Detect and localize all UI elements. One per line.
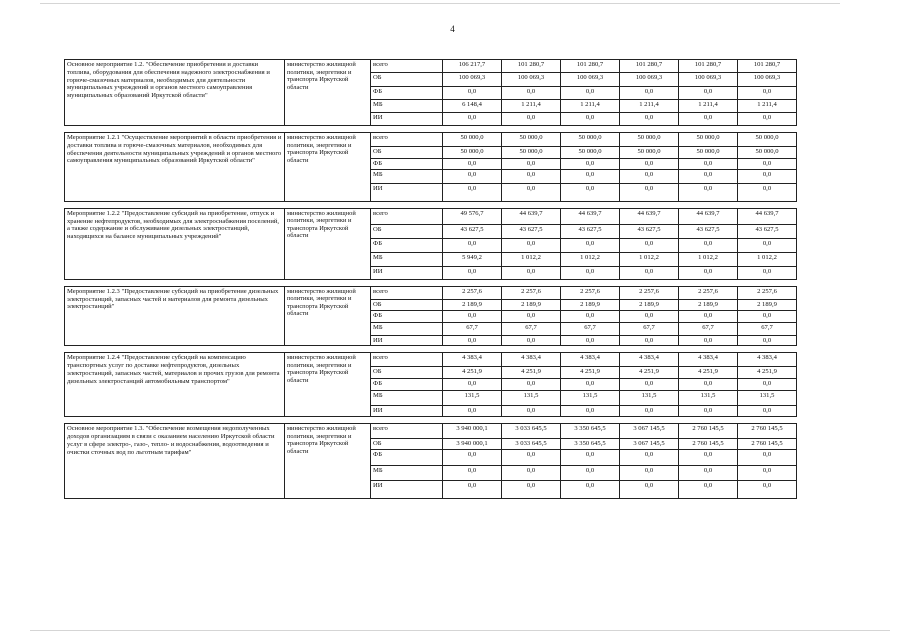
amount-cell: 101 280,7 xyxy=(679,60,738,73)
amount-cell: 4 251,9 xyxy=(443,367,502,379)
amount-cell: 0,0 xyxy=(443,113,502,126)
amount-cell: 0,0 xyxy=(561,266,620,279)
amount-cell: 0,0 xyxy=(620,159,679,170)
amount-cell: 0,0 xyxy=(738,266,797,279)
amount-cell: 100 069,3 xyxy=(738,73,797,87)
amount-cell: 0,0 xyxy=(443,406,502,417)
amount-cell: 0,0 xyxy=(443,266,502,279)
amount-cell: 0,0 xyxy=(561,238,620,252)
amount-cell: 0,0 xyxy=(502,266,561,279)
funding-source: всего xyxy=(371,60,443,73)
responsible-executor: министерство жилищной политики, энергетики и транспорта Иркутской области xyxy=(285,133,371,202)
amount-cell: 101 280,7 xyxy=(738,60,797,73)
amount-cell: 0,0 xyxy=(561,310,620,322)
amount-cell: 4 251,9 xyxy=(738,367,797,379)
amount-cell: 0,0 xyxy=(502,183,561,201)
amount-cell: 0,0 xyxy=(738,169,797,183)
amount-cell: 0,0 xyxy=(679,113,738,126)
amount-cell: 6 148,4 xyxy=(443,100,502,113)
measure-title: Основное мероприятие 1.3. "Обеспечение возмещения недополученных доходов организациям в связи с оказанием населению Иркутской области услуг в сфере электро-, газо-, тепло- и водоснабжения, водоотведения и очистки сточных вод по льготным тарифам" xyxy=(65,424,285,499)
amount-cell: 2 257,6 xyxy=(620,286,679,299)
amount-cell: 44 639,7 xyxy=(679,208,738,224)
amount-cell: 0,0 xyxy=(443,379,502,391)
funding-source: ОБ xyxy=(371,439,443,450)
page-number: 4 xyxy=(450,24,455,34)
amount-cell: 0,0 xyxy=(679,379,738,391)
amount-cell: 2 760 145,5 xyxy=(679,424,738,439)
amount-cell: 0,0 xyxy=(738,481,797,499)
amount-cell: 0,0 xyxy=(738,335,797,346)
funding-source: ОБ xyxy=(371,367,443,379)
table-row xyxy=(65,353,797,367)
amount-cell: 1 211,4 xyxy=(620,100,679,113)
amount-cell: 100 069,3 xyxy=(561,73,620,87)
amount-cell: 131,5 xyxy=(502,391,561,406)
amount-cell: 50 000,0 xyxy=(738,133,797,147)
funding-source: ФБ xyxy=(371,310,443,322)
responsible-executor: министерство жилищной политики, энергетики и транспорта Иркутской области xyxy=(285,208,371,279)
amount-cell: 43 627,5 xyxy=(738,224,797,238)
amount-cell: 0,0 xyxy=(443,335,502,346)
amount-cell: 67,7 xyxy=(502,322,561,335)
amount-cell: 0,0 xyxy=(679,310,738,322)
bottom-scan-line xyxy=(30,630,890,631)
amount-cell: 0,0 xyxy=(502,238,561,252)
amount-cell: 3 067 145,5 xyxy=(620,424,679,439)
responsible-executor: министерство жилищной политики, энергетики и транспорта Иркутской области xyxy=(285,60,371,126)
funding-source: ФБ xyxy=(371,379,443,391)
amount-cell: 0,0 xyxy=(561,481,620,499)
table-row xyxy=(65,424,797,439)
amount-cell: 0,0 xyxy=(620,450,679,466)
amount-cell: 50 000,0 xyxy=(443,147,502,159)
funding-source: МБ xyxy=(371,466,443,481)
amount-cell: 0,0 xyxy=(679,450,738,466)
funding-source: МБ xyxy=(371,100,443,113)
amount-cell: 0,0 xyxy=(502,450,561,466)
funding-source: ИИ xyxy=(371,481,443,499)
amount-cell: 0,0 xyxy=(738,87,797,100)
amount-cell: 0,0 xyxy=(443,481,502,499)
amount-cell: 4 251,9 xyxy=(679,367,738,379)
funding-source: ИИ xyxy=(371,113,443,126)
amount-cell: 0,0 xyxy=(620,183,679,201)
amount-cell: 0,0 xyxy=(738,379,797,391)
amount-cell: 0,0 xyxy=(561,450,620,466)
amount-cell: 1 012,2 xyxy=(620,252,679,266)
amount-cell: 50 000,0 xyxy=(679,147,738,159)
responsible-executor: министерство жилищной политики, энергетики и транспорта Иркутской области xyxy=(285,424,371,499)
amount-cell: 0,0 xyxy=(443,238,502,252)
funding-source: ОБ xyxy=(371,73,443,87)
measure-title: Мероприятие 1.2.3 "Предоставление субсидий на приобретение дизельных электростанций, запасных частей и материалов для ремонта дизельных электростанций" xyxy=(65,286,285,346)
amount-cell: 0,0 xyxy=(561,335,620,346)
funding-source: ФБ xyxy=(371,159,443,170)
amount-cell: 4 251,9 xyxy=(620,367,679,379)
funding-source: МБ xyxy=(371,169,443,183)
funding-table xyxy=(64,59,797,499)
amount-cell: 44 639,7 xyxy=(561,208,620,224)
measure-title: Мероприятие 1.2.4 "Предоставление субсидий на компенсацию транспортных услуг по доставке нефтепродуктов, дизельных электростанций, запасных частей, материалов и прочих грузов для ремонта дизельных электростанций автомобильным транспортом" xyxy=(65,353,285,417)
amount-cell: 0,0 xyxy=(679,335,738,346)
amount-cell: 100 069,3 xyxy=(679,73,738,87)
amount-cell: 2 189,9 xyxy=(502,299,561,310)
amount-cell: 2 189,9 xyxy=(679,299,738,310)
amount-cell: 4 383,4 xyxy=(502,353,561,367)
block-gap xyxy=(65,346,797,353)
amount-cell: 100 069,3 xyxy=(502,73,561,87)
amount-cell: 0,0 xyxy=(620,113,679,126)
amount-cell: 0,0 xyxy=(443,466,502,481)
amount-cell: 4 251,9 xyxy=(502,367,561,379)
funding-source: ОБ xyxy=(371,299,443,310)
amount-cell: 43 627,5 xyxy=(502,224,561,238)
amount-cell: 43 627,5 xyxy=(620,224,679,238)
amount-cell: 50 000,0 xyxy=(502,147,561,159)
amount-cell: 0,0 xyxy=(443,450,502,466)
amount-cell: 2 189,9 xyxy=(738,299,797,310)
funding-source: всего xyxy=(371,286,443,299)
amount-cell: 0,0 xyxy=(502,466,561,481)
amount-cell: 0,0 xyxy=(620,406,679,417)
measure-title: Мероприятие 1.2.2 "Предоставление субсидий на приобретение, отпуск и хранение нефтепродуктов, необходимых для электроснабжения поселений, а также содержание и обслуживание дизельных электростанций, находящихся на балансе муниципальных учреждений" xyxy=(65,208,285,279)
funding-source: ОБ xyxy=(371,147,443,159)
block-gap xyxy=(65,201,797,208)
amount-cell: 0,0 xyxy=(620,87,679,100)
amount-cell: 0,0 xyxy=(502,169,561,183)
amount-cell: 2 760 145,5 xyxy=(679,439,738,450)
funding-source: всего xyxy=(371,133,443,147)
amount-cell: 101 280,7 xyxy=(620,60,679,73)
amount-cell: 0,0 xyxy=(502,379,561,391)
amount-cell: 2 257,6 xyxy=(443,286,502,299)
amount-cell: 0,0 xyxy=(561,183,620,201)
amount-cell: 0,0 xyxy=(679,183,738,201)
amount-cell: 100 069,3 xyxy=(443,73,502,87)
measure-title: Основное мероприятие 1.2. "Обеспечение приобретения и доставки топлива, оборудования для обеспечения надежного электроснабжения и горюче-смазочных материалов, необходимых для деятельности муниципальных учреждений и органов местного самоуправления муниципальных образований Иркутской области" xyxy=(65,60,285,126)
amount-cell: 0,0 xyxy=(502,481,561,499)
block-gap xyxy=(65,126,797,133)
amount-cell: 4 383,4 xyxy=(620,353,679,367)
amount-cell: 0,0 xyxy=(561,169,620,183)
amount-cell: 44 639,7 xyxy=(738,208,797,224)
funding-source: ИИ xyxy=(371,183,443,201)
funding-source: ИИ xyxy=(371,266,443,279)
amount-cell: 3 033 645,5 xyxy=(502,424,561,439)
amount-cell: 3 940 000,1 xyxy=(443,424,502,439)
amount-cell: 0,0 xyxy=(620,169,679,183)
amount-cell: 0,0 xyxy=(620,379,679,391)
amount-cell: 50 000,0 xyxy=(561,133,620,147)
amount-cell: 2 189,9 xyxy=(561,299,620,310)
amount-cell: 50 000,0 xyxy=(620,133,679,147)
amount-cell: 4 383,4 xyxy=(443,353,502,367)
amount-cell: 50 000,0 xyxy=(561,147,620,159)
amount-cell: 100 069,3 xyxy=(620,73,679,87)
table-row xyxy=(65,208,797,224)
block-gap xyxy=(65,279,797,286)
amount-cell: 50 000,0 xyxy=(443,133,502,147)
amount-cell: 0,0 xyxy=(502,87,561,100)
amount-cell: 101 280,7 xyxy=(502,60,561,73)
amount-cell: 67,7 xyxy=(561,322,620,335)
amount-cell: 0,0 xyxy=(620,466,679,481)
amount-cell: 44 639,7 xyxy=(502,208,561,224)
responsible-executor: министерство жилищной политики, энергетики и транспорта Иркутской области xyxy=(285,353,371,417)
amount-cell: 0,0 xyxy=(561,466,620,481)
amount-cell: 0,0 xyxy=(502,310,561,322)
amount-cell: 2 257,6 xyxy=(561,286,620,299)
amount-cell: 0,0 xyxy=(738,450,797,466)
funding-source: МБ xyxy=(371,252,443,266)
amount-cell: 0,0 xyxy=(561,87,620,100)
amount-cell: 0,0 xyxy=(738,238,797,252)
amount-cell: 0,0 xyxy=(561,406,620,417)
table-row xyxy=(65,60,797,73)
amount-cell: 50 000,0 xyxy=(502,133,561,147)
amount-cell: 2 760 145,5 xyxy=(738,424,797,439)
funding-source: ИИ xyxy=(371,335,443,346)
amount-cell: 0,0 xyxy=(443,159,502,170)
amount-cell: 0,0 xyxy=(502,113,561,126)
amount-cell: 106 217,7 xyxy=(443,60,502,73)
amount-cell: 2 189,9 xyxy=(620,299,679,310)
amount-cell: 0,0 xyxy=(620,238,679,252)
amount-cell: 131,5 xyxy=(620,391,679,406)
block-gap xyxy=(65,417,797,424)
amount-cell: 0,0 xyxy=(738,183,797,201)
amount-cell: 0,0 xyxy=(738,466,797,481)
amount-cell: 3 350 645,5 xyxy=(561,424,620,439)
amount-cell: 50 000,0 xyxy=(620,147,679,159)
amount-cell: 3 940 000,1 xyxy=(443,439,502,450)
amount-cell: 0,0 xyxy=(679,406,738,417)
amount-cell: 1 012,2 xyxy=(561,252,620,266)
amount-cell: 0,0 xyxy=(738,406,797,417)
amount-cell: 67,7 xyxy=(443,322,502,335)
funding-source: ФБ xyxy=(371,238,443,252)
amount-cell: 131,5 xyxy=(738,391,797,406)
amount-cell: 0,0 xyxy=(561,379,620,391)
funding-source: ФБ xyxy=(371,450,443,466)
amount-cell: 0,0 xyxy=(679,87,738,100)
amount-cell: 0,0 xyxy=(679,481,738,499)
funding-source: МБ xyxy=(371,391,443,406)
amount-cell: 0,0 xyxy=(561,159,620,170)
table-row xyxy=(65,286,797,299)
top-scan-line xyxy=(40,3,840,4)
amount-cell: 1 211,4 xyxy=(561,100,620,113)
amount-cell: 0,0 xyxy=(502,335,561,346)
funding-source: ОБ xyxy=(371,224,443,238)
amount-cell: 3 350 645,5 xyxy=(561,439,620,450)
amount-cell: 0,0 xyxy=(502,406,561,417)
amount-cell: 0,0 xyxy=(620,266,679,279)
amount-cell: 2 257,6 xyxy=(679,286,738,299)
funding-source: всего xyxy=(371,208,443,224)
amount-cell: 2 760 145,5 xyxy=(738,439,797,450)
amount-cell: 0,0 xyxy=(738,310,797,322)
amount-cell: 43 627,5 xyxy=(443,224,502,238)
funding-source: всего xyxy=(371,424,443,439)
amount-cell: 1 012,2 xyxy=(502,252,561,266)
amount-cell: 0,0 xyxy=(679,169,738,183)
amount-cell: 0,0 xyxy=(679,159,738,170)
amount-cell: 4 251,9 xyxy=(561,367,620,379)
amount-cell: 49 576,7 xyxy=(443,208,502,224)
amount-cell: 50 000,0 xyxy=(738,147,797,159)
amount-cell: 0,0 xyxy=(738,159,797,170)
amount-cell: 0,0 xyxy=(561,113,620,126)
responsible-executor: министерство жилищной политики, энергетики и транспорта Иркутской области xyxy=(285,286,371,346)
amount-cell: 2 189,9 xyxy=(443,299,502,310)
amount-cell: 67,7 xyxy=(738,322,797,335)
amount-cell: 131,5 xyxy=(443,391,502,406)
amount-cell: 2 257,6 xyxy=(738,286,797,299)
amount-cell: 5 949,2 xyxy=(443,252,502,266)
amount-cell: 1 211,4 xyxy=(502,100,561,113)
funding-source: ИИ xyxy=(371,406,443,417)
amount-cell: 2 257,6 xyxy=(502,286,561,299)
funding-source: МБ xyxy=(371,322,443,335)
amount-cell: 0,0 xyxy=(679,266,738,279)
amount-cell: 101 280,7 xyxy=(561,60,620,73)
amount-cell: 50 000,0 xyxy=(679,133,738,147)
amount-cell: 0,0 xyxy=(443,310,502,322)
amount-cell: 0,0 xyxy=(738,113,797,126)
amount-cell: 4 383,4 xyxy=(679,353,738,367)
amount-cell: 131,5 xyxy=(561,391,620,406)
amount-cell: 43 627,5 xyxy=(561,224,620,238)
amount-cell: 1 012,2 xyxy=(738,252,797,266)
measure-title: Мероприятие 1.2.1 "Осуществление мероприятий в области приобретения и доставки топлива и горюче-смазочных материалов, необходимых для обеспечения деятельности муниципальных учреждений и органов местного самоуправления муниципальных образований Иркутской области" xyxy=(65,133,285,202)
amount-cell: 0,0 xyxy=(679,466,738,481)
amount-cell: 0,0 xyxy=(679,238,738,252)
amount-cell: 0,0 xyxy=(620,335,679,346)
amount-cell: 4 383,4 xyxy=(561,353,620,367)
amount-cell: 3 067 145,5 xyxy=(620,439,679,450)
amount-cell: 43 627,5 xyxy=(679,224,738,238)
amount-cell: 0,0 xyxy=(620,310,679,322)
amount-cell: 0,0 xyxy=(443,183,502,201)
amount-cell: 131,5 xyxy=(679,391,738,406)
amount-cell: 67,7 xyxy=(679,322,738,335)
table-row xyxy=(65,133,797,147)
funding-source: ФБ xyxy=(371,87,443,100)
amount-cell: 1 012,2 xyxy=(679,252,738,266)
amount-cell: 67,7 xyxy=(620,322,679,335)
amount-cell: 0,0 xyxy=(443,169,502,183)
funding-source: всего xyxy=(371,353,443,367)
amount-cell: 0,0 xyxy=(443,87,502,100)
amount-cell: 0,0 xyxy=(502,159,561,170)
amount-cell: 3 033 645,5 xyxy=(502,439,561,450)
amount-cell: 1 211,4 xyxy=(738,100,797,113)
amount-cell: 1 211,4 xyxy=(679,100,738,113)
amount-cell: 0,0 xyxy=(620,481,679,499)
amount-cell: 44 639,7 xyxy=(620,208,679,224)
amount-cell: 4 383,4 xyxy=(738,353,797,367)
